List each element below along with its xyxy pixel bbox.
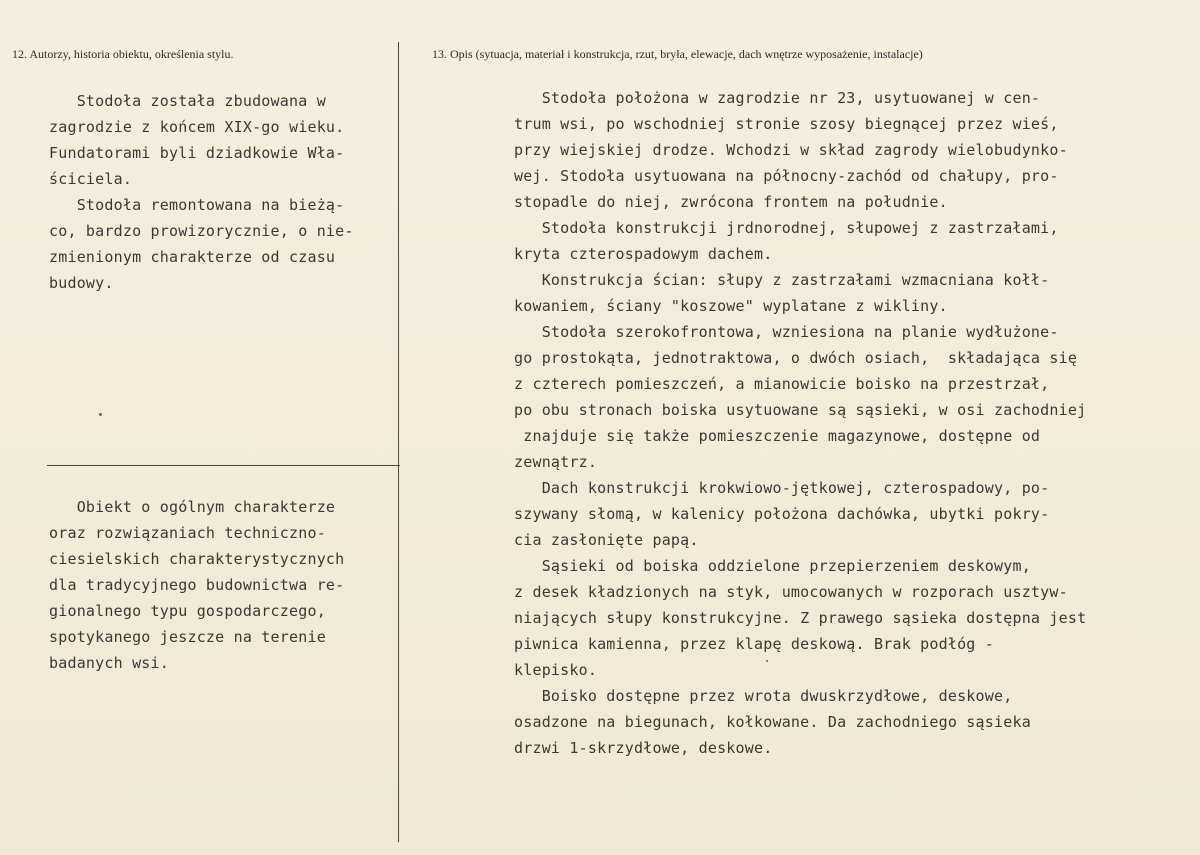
text-line: oraz rozwiązaniach techniczno- (49, 524, 326, 542)
style-assessment-text (49, 494, 344, 676)
text-line: Sąsieki od boiska oddzielone przepierzeniem deskowym, (514, 557, 1031, 575)
text-line: co, bardzo prowizorycznie, o nie- (49, 222, 354, 240)
section-12-label: 12. Autorzy, historia obiektu, określenia stylu. (12, 47, 234, 61)
text-line: zagrodzie z końcem XIX-go wieku. (49, 118, 345, 136)
text-line: piwnica kamienna, przez klapę deskową. Brak podłóg - (514, 635, 994, 653)
text-line: Dach konstrukcji krokwiowo-jętkowej, czterospadowy, po- (514, 479, 1050, 497)
text-line: osadzone na biegunach, kołkowane. Da zachodniego sąsieka (514, 713, 1031, 731)
column-divider (398, 42, 399, 842)
history-text (49, 88, 354, 296)
text-line: szywany słomą, w kalenicy położona dachówka, ubytki pokry- (514, 505, 1050, 523)
text-line: ściciela. (49, 170, 133, 188)
text-line: z desek kładzionych na styk, umocowanych w rozporach usztyw- (514, 583, 1068, 601)
text-line: Stodoła szerokofrontowa, wzniesiona na planie wydłużone- (514, 323, 1059, 341)
text-line: dla tradycyjnego budownictwa re- (49, 576, 345, 594)
text-line: Fundatorami byli dziadkowie Wła- (49, 144, 345, 162)
description-text (514, 85, 1086, 761)
text-line: trum wsi, po wschodniej stronie szosy biegnącej przez wieś, (514, 115, 1059, 133)
text-line: z czterech pomieszczeń, a mianowicie boisko na przestrzał, (514, 375, 1050, 393)
text-line: kowaniem, ściany "koszowe" wyplatane z wikliny. (514, 297, 948, 315)
text-line: go prostokąta, jednotraktowa, o dwóch osiach, składająca się (514, 349, 1078, 367)
text-line: gionalnego typu gospodarczego, (49, 602, 326, 620)
text-line: po obu stronach boiska usytuowane są sąsieki, w osi zachodniej (514, 401, 1087, 419)
text-line: przy wiejskiej drodze. Wchodzi w skład zagrody wielobudynko- (514, 141, 1068, 159)
text-line: stopadle do niej, zwrócona frontem na południe. (514, 193, 948, 211)
text-line: zmienionym charakterze od czasu (49, 248, 336, 266)
text-line: Boisko dostępne przez wrota dwuskrzydłowe, deskowe, (514, 687, 1013, 705)
text-line: wej. Stodoła usytuowana na północny-zachód od chałupy, pro- (514, 167, 1059, 185)
text-line: ciesielskich charakterystycznych (49, 550, 345, 568)
text-line: badanych wsi. (49, 654, 169, 672)
text-line: zewnątrz. (514, 453, 598, 471)
section-13-label: 13. Opis (sytuacja, materiał i konstrukcja, rzut, bryła, elewacje, dach wnętrze wyposażenie, instalacje) (432, 47, 923, 61)
text-line: niających słupy konstrukcyjne. Z prawego sąsieka dostępna jest (514, 609, 1087, 627)
section-divider (47, 465, 400, 466)
text-line: Obiekt o ogólnym charakterze (49, 498, 336, 516)
paper-speck (99, 413, 102, 416)
text-line: budowy. (49, 274, 114, 292)
text-line: znajduje się także pomieszczenie magazynowe, dostępne od (514, 427, 1041, 445)
text-line: klepisko. (514, 661, 598, 679)
text-line: Konstrukcja ścian: słupy z zastrzałami wzmacniana kołł- (514, 271, 1050, 289)
text-line: Stodoła została zbudowana w (49, 92, 326, 110)
text-line: Stodoła remontowana na bieżą- (49, 196, 345, 214)
text-line: Stodoła konstrukcji jrdnorodnej, słupowej z zastrzałami, (514, 219, 1059, 237)
paper-speck (766, 660, 768, 662)
text-line: kryta czterospadowym dachem. (514, 245, 773, 263)
text-line: drzwi 1-skrzydłowe, deskowe. (514, 739, 773, 757)
text-line: Stodoła położona w zagrodzie nr 23, usytuowanej w cen- (514, 89, 1041, 107)
text-line: cia zasłonięte papą. (514, 531, 699, 549)
text-line: spotykanego jeszcze na terenie (49, 628, 326, 646)
